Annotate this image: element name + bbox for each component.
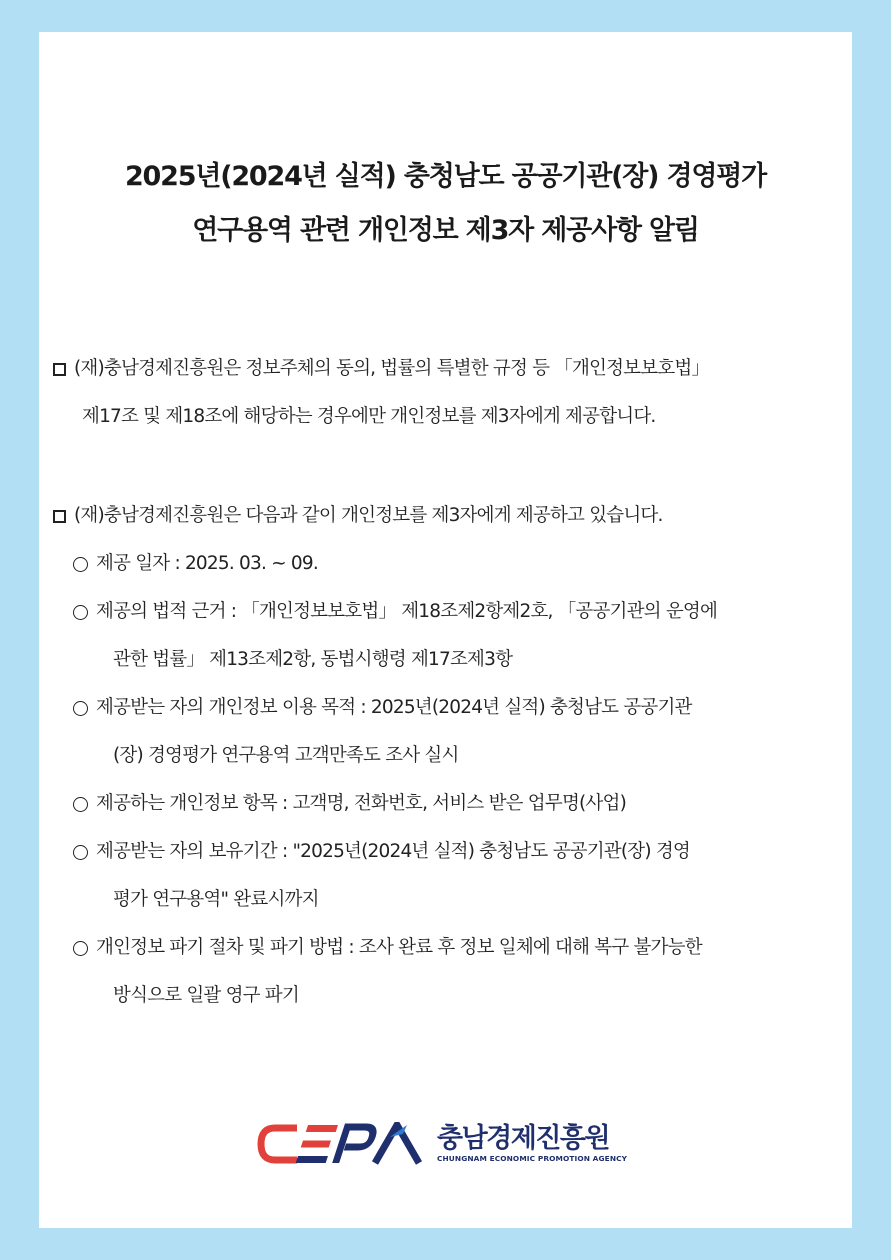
page-title: [39, 150, 852, 258]
cepa-logo-mark: [257, 1122, 427, 1166]
agency-logo: [257, 1122, 627, 1166]
section-1-text-1: (재)충남경제진흥원은 정보주체의 동의, 법률의 특별한 규정 등 「개인정보보호법」: [74, 358, 710, 379]
circle-bullet-icon: [73, 557, 88, 572]
square-bullet-icon: [53, 510, 66, 523]
list-item: [73, 828, 843, 876]
title-line-2: 연구용역 관련 개인정보 제3자 제공사항 알림: [192, 215, 699, 246]
section-2-heading-text: (재)충남경제진흥원은 다음과 같이 개인정보를 제3자에게 제공하고 있습니다.: [74, 505, 663, 526]
list-item-text: 제공의 법적 근거 : 「개인정보보호법」 제18조제2항제2호, 「공공기관의 운영에: [96, 601, 718, 622]
notice-card: [39, 32, 852, 1228]
square-bullet-icon: [53, 363, 66, 376]
list-item-continuation: 관한 법률」 제13조제2항, 동법시행령 제17조제3항: [113, 649, 513, 670]
list-item-text: 개인정보 파기 절차 및 파기 방법 : 조사 완료 후 정보 일체에 대해 복구 불가능한: [96, 937, 702, 958]
list-item-text: 제공받는 자의 개인정보 이용 목적 : 2025년(2024년 실적) 충청남도 공공기관: [96, 697, 692, 718]
circle-bullet-icon: [73, 797, 88, 812]
agency-name-en: CHUNGNAM ECONOMIC PROMOTION AGENCY: [437, 1154, 628, 1163]
list-item: [73, 588, 843, 636]
circle-bullet-icon: [73, 941, 88, 956]
notice-section-1: [53, 345, 843, 441]
circle-bullet-icon: [73, 701, 88, 716]
logo-text: [437, 1124, 627, 1164]
provision-list: [53, 540, 843, 1020]
list-item-continuation: 방식으로 일괄 영구 파기: [113, 985, 299, 1006]
list-item-continuation: 평가 연구용역" 완료시까지: [113, 889, 319, 910]
list-item-text: 제공 일자 : 2025. 03. ~ 09.: [96, 553, 318, 574]
list-item: [73, 924, 843, 972]
agency-name-kr: 충남경제진흥원: [437, 1123, 610, 1154]
list-item: [73, 684, 843, 732]
list-item-continuation: (장) 경영평가 연구용역 고객만족도 조사 실시: [113, 745, 459, 766]
circle-bullet-icon: [73, 845, 88, 860]
list-item-text: 제공받는 자의 보유기간 : "2025년(2024년 실적) 충청남도 공공기관(장) 경영: [96, 841, 690, 862]
list-item: [73, 540, 843, 588]
title-line-1: 2025년(2024년 실적) 충청남도 공공기관(장) 경영평가: [124, 161, 767, 192]
section-1-line-1: [53, 345, 843, 393]
list-item: [73, 780, 843, 828]
section-2-heading: [53, 492, 843, 540]
circle-bullet-icon: [73, 605, 88, 620]
section-1-text-2: 제17조 및 제18조에 해당하는 경우에만 개인정보를 제3자에게 제공합니다.: [82, 406, 656, 427]
notice-section-2: [53, 492, 843, 1020]
list-item-text: 제공하는 개인정보 항목 : 고객명, 전화번호, 서비스 받은 업무명(사업): [96, 793, 626, 814]
